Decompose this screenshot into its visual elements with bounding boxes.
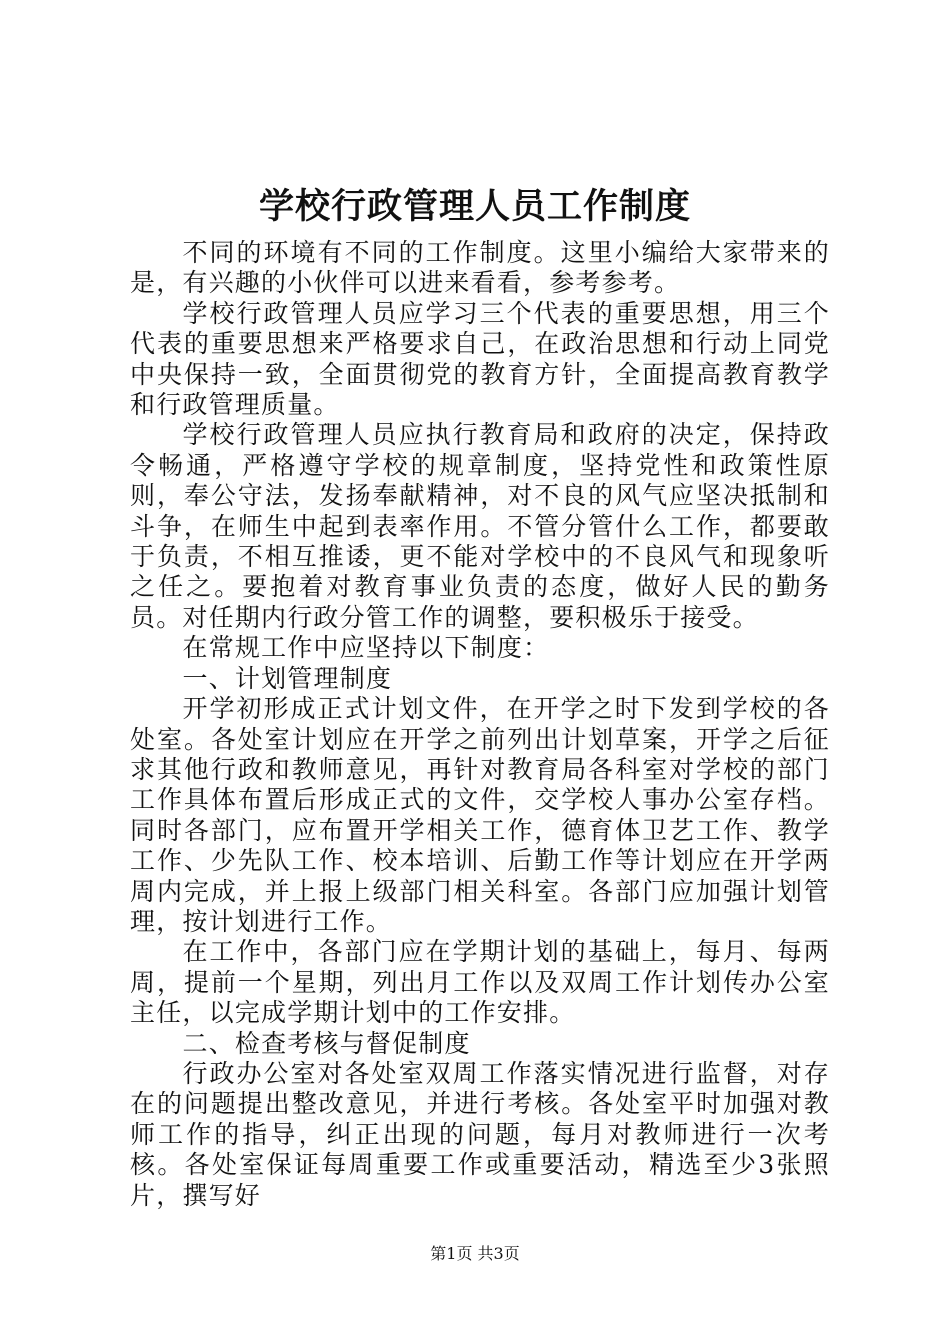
document-title: 学校行政管理人员工作制度 [258, 186, 691, 227]
paragraph-check: 行政办公室对各处室双周工作落实情况进行监督，对存在的问题提出整改意见，并进行考核。各处室平时加强对教师工作的指导，纠正出现的问题，每月对教师进行一次考核。各处室保证每周重要工作或重要活动，精选至少3张照片，撰写好 [130, 1058, 830, 1210]
page-footer: 第1页 共3页 [430, 1244, 520, 1263]
paragraph-work: 在工作中，各部门应在学期计划的基础上，每月、每两周，提前一个星期，列出月工作以及双周工作计划传办公室主任，以完成学期计划中的工作安排。 [130, 937, 830, 1028]
paragraph-plan: 开学初形成正式计划文件，在开学之时下发到学校的各处室。各处室计划应在开学之前列出计划草案，开学之后征求其他行政和教师意见，再针对教育局各科室对学校的部门工作具体布置后形成正式的文件，交学校人事办公室存档。同时各部门，应布置开学相关工作，德育体卫艺工作、教学工作、少先队工作、校本培训、后勤工作等计划应在开学两周内完成，并上报上级部门相关科室。各部门应加强计划管理，按计划进行工作。 [130, 694, 830, 936]
section-heading-plan: 一、计划管理制度 [182, 663, 393, 693]
paragraph-routine: 在常规工作中应坚持以下制度： [182, 633, 550, 663]
paragraph-study: 学校行政管理人员应学习三个代表的重要思想，用三个代表的重要思想来严格要求自己，在政治思想和行动上同党中央保持一致，全面贯彻党的教育方针，全面提高教育教学和行政管理质量。 [130, 298, 830, 420]
document-body [130, 238, 830, 1211]
paragraph-intro: 不同的环境有不同的工作制度。这里小编给大家带来的是，有兴趣的小伙伴可以进来看看，参考参考。 [130, 238, 830, 298]
paragraph-execute: 学校行政管理人员应执行教育局和政府的决定，保持政令畅通，严格遵守学校的规章制度，坚持党性和政策性原则，奉公守法，发扬奉献精神，对不良的风气应坚决抵制和斗争，在师生中起到表率作用。不管分管什么工作，都要敢于负责，不相互推诿，更不能对学校中的不良风气和现象听之任之。要抱着对教育事业负责的态度，做好人民的勤务员。对任期内行政分管工作的调整，要积极乐于接受。 [130, 420, 830, 632]
section-heading-check: 二、检查考核与督促制度 [182, 1028, 471, 1058]
